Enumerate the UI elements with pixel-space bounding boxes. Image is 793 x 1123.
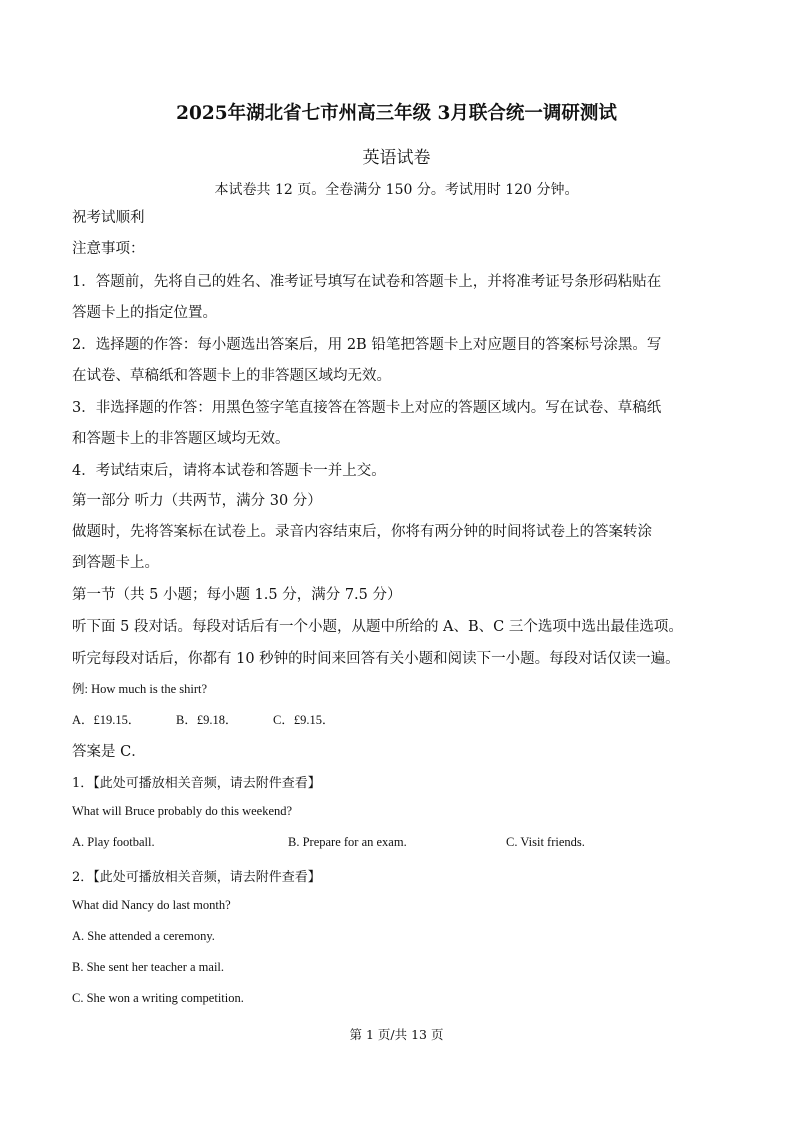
question-1-text: What will Bruce probably do this weekend? bbox=[72, 804, 293, 818]
example-question: 例: How much is the shirt? bbox=[72, 682, 208, 696]
question-1-option-a: A. Play football. bbox=[72, 835, 155, 849]
notice-item-2-line-2: 在试卷、草稿纸和答题卡上的非答题区域均无效。 bbox=[72, 368, 391, 384]
exam-subtitle: 英语试卷 bbox=[362, 148, 431, 168]
question-2-option-b: B. She sent her teacher a mail. bbox=[72, 960, 225, 974]
question-2-option-a: A. She attended a ceremony. bbox=[72, 929, 215, 943]
question-1-option-c: C. Visit friends. bbox=[506, 835, 585, 849]
part1-heading: 第一部分 听力（共两节，满分 30 分） bbox=[72, 493, 322, 509]
part1-instruction-line-1: 做题时，先将答案标在试卷上。录音内容结束后，你将有两分钟的时间将试卷上的答案转涂 bbox=[72, 524, 652, 540]
question-2-audio-note: 2．【此处可播放相关音频，请去附件查看】 bbox=[72, 870, 321, 885]
question-2-text: What did Nancy do last month? bbox=[72, 898, 231, 912]
notice-item-3-line-2: 和答题卡上的非答题区域均无效。 bbox=[72, 431, 290, 447]
example-option-c: C．£9.15． bbox=[273, 713, 335, 727]
notice-item-4: 4．考试结束后，请将本试卷和答题卡一并上交。 bbox=[72, 463, 386, 479]
example-option-b: B．£9.18． bbox=[176, 713, 238, 727]
exam-title: 2025年湖北省七市州高三年级 3月联合统一调研测试 bbox=[176, 103, 617, 124]
greeting: 祝考试顺利 bbox=[72, 210, 145, 226]
section1-instruction-line-2: 听完每段对话后，你都有 10 秒钟的时间来回答有关小题和阅读下一小题。每段对话仅读一遍。 bbox=[72, 651, 680, 667]
example-answer: 答案是 C． bbox=[72, 744, 146, 760]
section1-heading: 第一节（共 5 小题；每小题 1.5 分，满分 7.5 分） bbox=[72, 587, 402, 603]
question-1-audio-note: 1．【此处可播放相关音频，请去附件查看】 bbox=[72, 776, 321, 791]
notice-item-2-line-1: 2．选择题的作答：每小题选出答案后，用 2B 铅笔把答题卡上对应题目的答案标号涂黑。写 bbox=[72, 337, 662, 353]
part1-instruction-line-2: 到答题卡上。 bbox=[72, 555, 159, 571]
notice-item-1-line-2: 答题卡上的指定位置。 bbox=[72, 305, 217, 321]
exam-intro: 本试卷共 12 页。全卷满分 150 分。考试用时 120 分钟。 bbox=[214, 182, 579, 198]
notice-heading: 注意事项： bbox=[72, 241, 145, 257]
page-footer: 第 1 页/共 13 页 bbox=[349, 1027, 444, 1042]
notice-item-3-line-1: 3．非选择题的作答：用黑色签字笔直接答在答题卡上对应的答题区域内。写在试卷、草稿纸 bbox=[72, 400, 662, 416]
notice-item-1-line-1: 1．答题前，先将自己的姓名、准考证号填写在试卷和答题卡上，并将准考证号条形码粘贴在 bbox=[72, 274, 662, 290]
section1-instruction-line-1: 听下面 5 段对话。每段对话后有一个小题，从题中所给的 A、B、C 三个选项中选出最佳选项。 bbox=[72, 619, 683, 635]
example-option-a: A．£19.15． bbox=[72, 713, 141, 727]
question-2-option-c: C. She won a writing competition. bbox=[72, 991, 244, 1005]
question-1-option-b: B. Prepare for an exam. bbox=[288, 835, 407, 849]
